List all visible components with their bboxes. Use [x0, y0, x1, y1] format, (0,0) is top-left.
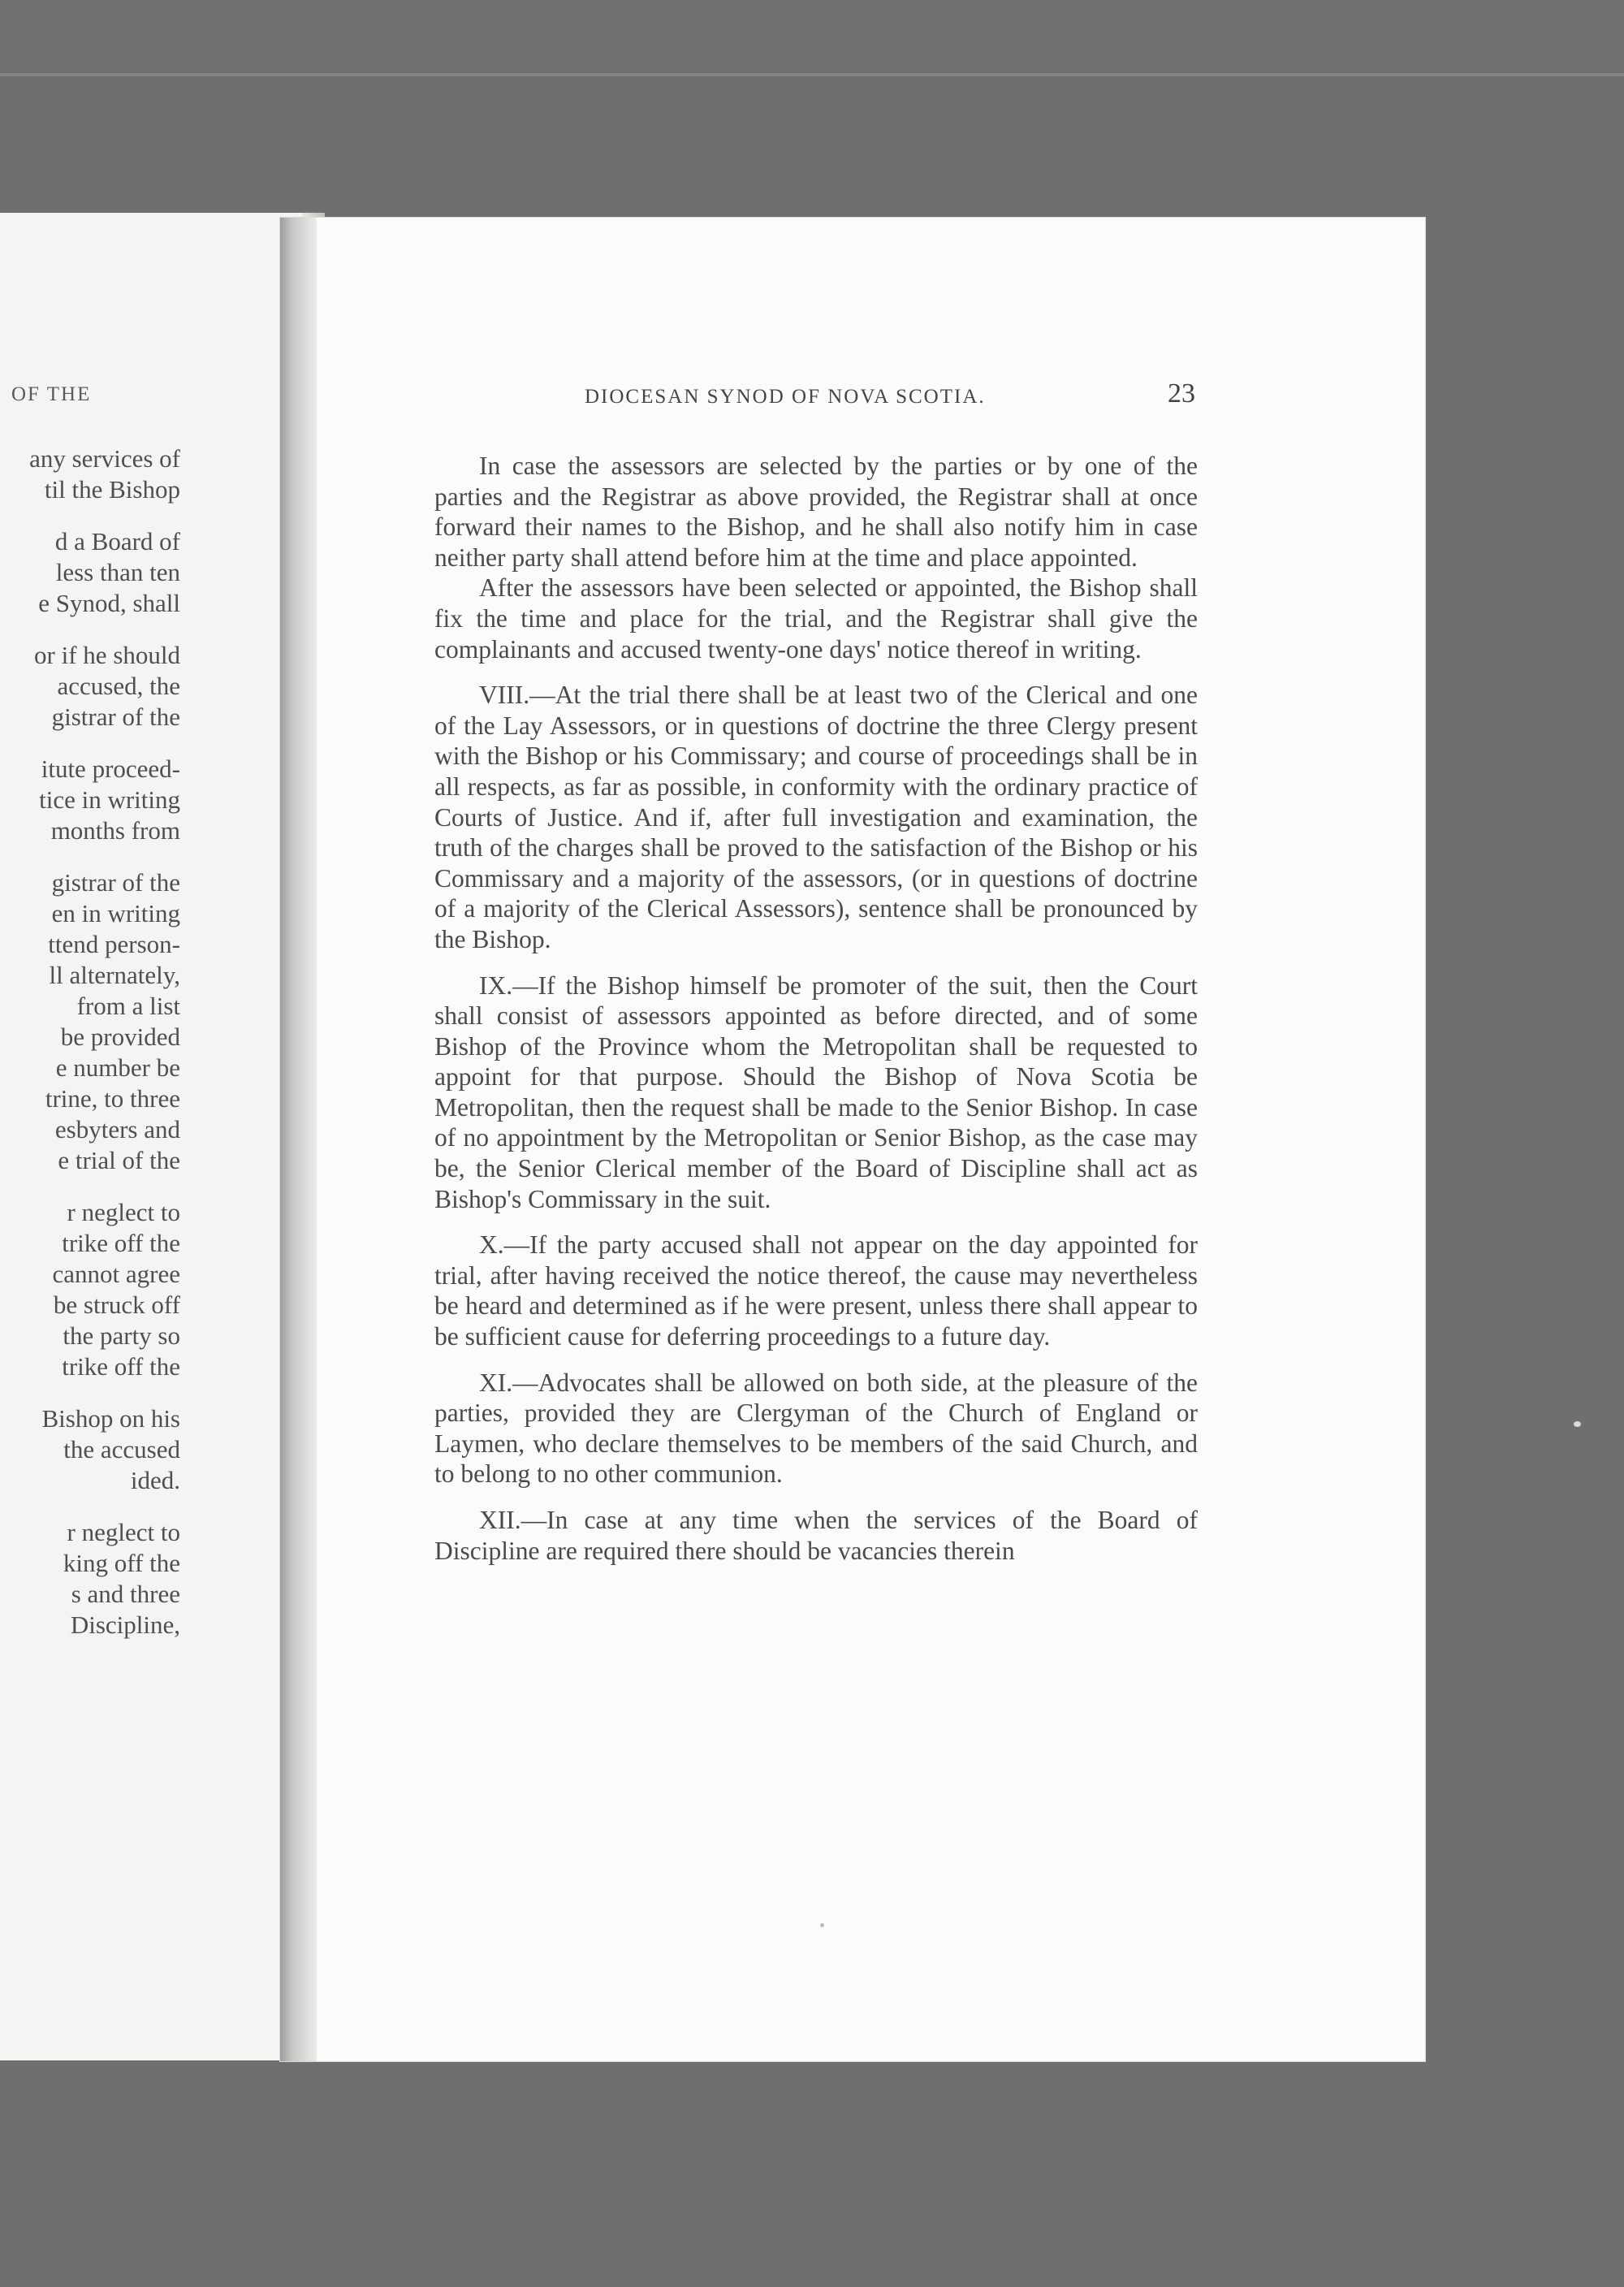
left-page-line: gistrar of the: [51, 703, 180, 731]
left-page-line: ided.: [130, 1466, 180, 1494]
spine-shadow: [280, 218, 317, 2061]
left-page-line: the accused: [63, 1435, 180, 1463]
left-page-line: trike off the: [62, 1229, 180, 1257]
left-page-line: e number be: [55, 1053, 180, 1082]
running-head: DIOCESAN SYNOD OF NOVA SCOTIA.: [585, 386, 986, 408]
page-number: 23: [1168, 378, 1195, 409]
left-page-line: less than ten: [55, 558, 180, 586]
left-page-line: Discipline,: [70, 1610, 180, 1639]
left-page-line: esbyters and: [54, 1115, 180, 1144]
paragraph-section-viii: VIII.—At the trial there shall be at least two of the Clerical and one of the Lay Assessors, or in questions of doctrine the three Clergy present with the Bishop or his Commissary; and course of proceedings shall be in all respects, as far as possible, in conformity with the ordinary practice of Courts of Justice. And if, after full investigation and examination, the truth of the charges shall be proved to the satisfaction of the Bishop or his Commissary and a majority of the assessors, (or in questions of doctrine of a majority of the Clerical Assessors), sentence shall be pronounced by the Bishop.: [434, 681, 1198, 953]
dust-speck: [1574, 1421, 1581, 1427]
paragraph-assessors-selected: In case the assessors are selected by the parties or by one of the parties and the Registrar as above provided, the Registrar shall at once forward their names to the Bishop, and he shall also notify him in case neither party shall attend before him at the time and place appointed.: [434, 452, 1198, 572]
left-page-line: tice in writing: [39, 785, 180, 814]
left-running-head: OF THE: [11, 383, 92, 405]
left-page-line: be provided: [60, 1022, 180, 1051]
left-page-line: r neglect to: [67, 1518, 180, 1546]
left-page-line: d a Board of: [54, 527, 180, 556]
paragraph-trial-notice: After the assessors have been selected or appointed, the Bishop shall fix the time and place for the trial, and the Registrar shall give the complainants and accused twenty-one days' notice thereof in writing.: [434, 573, 1198, 664]
left-page-line: be struck off: [53, 1290, 180, 1319]
left-page-line: the party so: [63, 1321, 180, 1350]
left-page-line: or if he should: [34, 641, 180, 669]
left-page-line: e trial of the: [58, 1146, 180, 1174]
page-body-text: [434, 451, 1198, 1566]
left-page-line: r neglect to: [67, 1198, 180, 1226]
left-page-line: king off the: [63, 1549, 180, 1577]
left-page-line: itute proceed-: [41, 754, 180, 783]
left-page-line: s and three: [71, 1580, 180, 1608]
left-page-line: til the Bishop: [44, 475, 180, 504]
left-page-line: ttend person-: [48, 930, 180, 958]
left-page-line: from a list: [76, 992, 180, 1020]
scanner-background: [0, 0, 1624, 76]
left-page-line: cannot agree: [52, 1260, 180, 1288]
left-page-line: Bishop on his: [41, 1404, 180, 1433]
left-page-line: any services of: [29, 444, 180, 473]
left-page-line: accused, the: [57, 672, 180, 700]
left-facing-page: [0, 213, 302, 2060]
paragraph-section-xi: XI.—Advocates shall be allowed on both side, at the pleasure of the parties, provided they are Clergyman of the Church of England or Laymen, who declare themselves to be members of the said Church, and to belong to no other communion.: [434, 1368, 1198, 1489]
left-page-line: ll alternately,: [49, 961, 180, 989]
left-page-line: months from: [50, 816, 180, 845]
dust-speck: [820, 1923, 824, 1927]
paragraph-section-ix: IX.—If the Bishop himself be promoter of the suit, then the Court shall consist of assessors appointed as before directed, and of some Bishop of the Province whom the Metropolitan shall be requested to appoint for that purpose. Should the Bishop of Nova Scotia be Metropolitan, then the request shall be made to the Senior Bishop. In case of no appointment by the Metropolitan or Senior Bishop, as the case may be, the Senior Clerical member of the Board of Discipline shall act as Bishop's Commissary in the suit.: [434, 971, 1198, 1213]
left-page-line: gistrar of the: [51, 868, 180, 897]
paragraph-section-xii: XII.—In case at any time when the services of the Board of Discipline are required there should be vacancies therein: [434, 1506, 1198, 1565]
left-page-line: trine, to three: [45, 1084, 180, 1113]
left-page-line: e Synod, shall: [38, 589, 180, 617]
left-page-line: en in writing: [51, 899, 180, 927]
left-page-line: trike off the: [62, 1352, 180, 1381]
paragraph-section-x: X.—If the party accused shall not appear on the day appointed for trial, after having received the notice thereof, the cause may nevertheless be heard and determined as if he were present, unless there shall appear to be sufficient cause for deferring proceedings to a future day.: [434, 1230, 1198, 1351]
